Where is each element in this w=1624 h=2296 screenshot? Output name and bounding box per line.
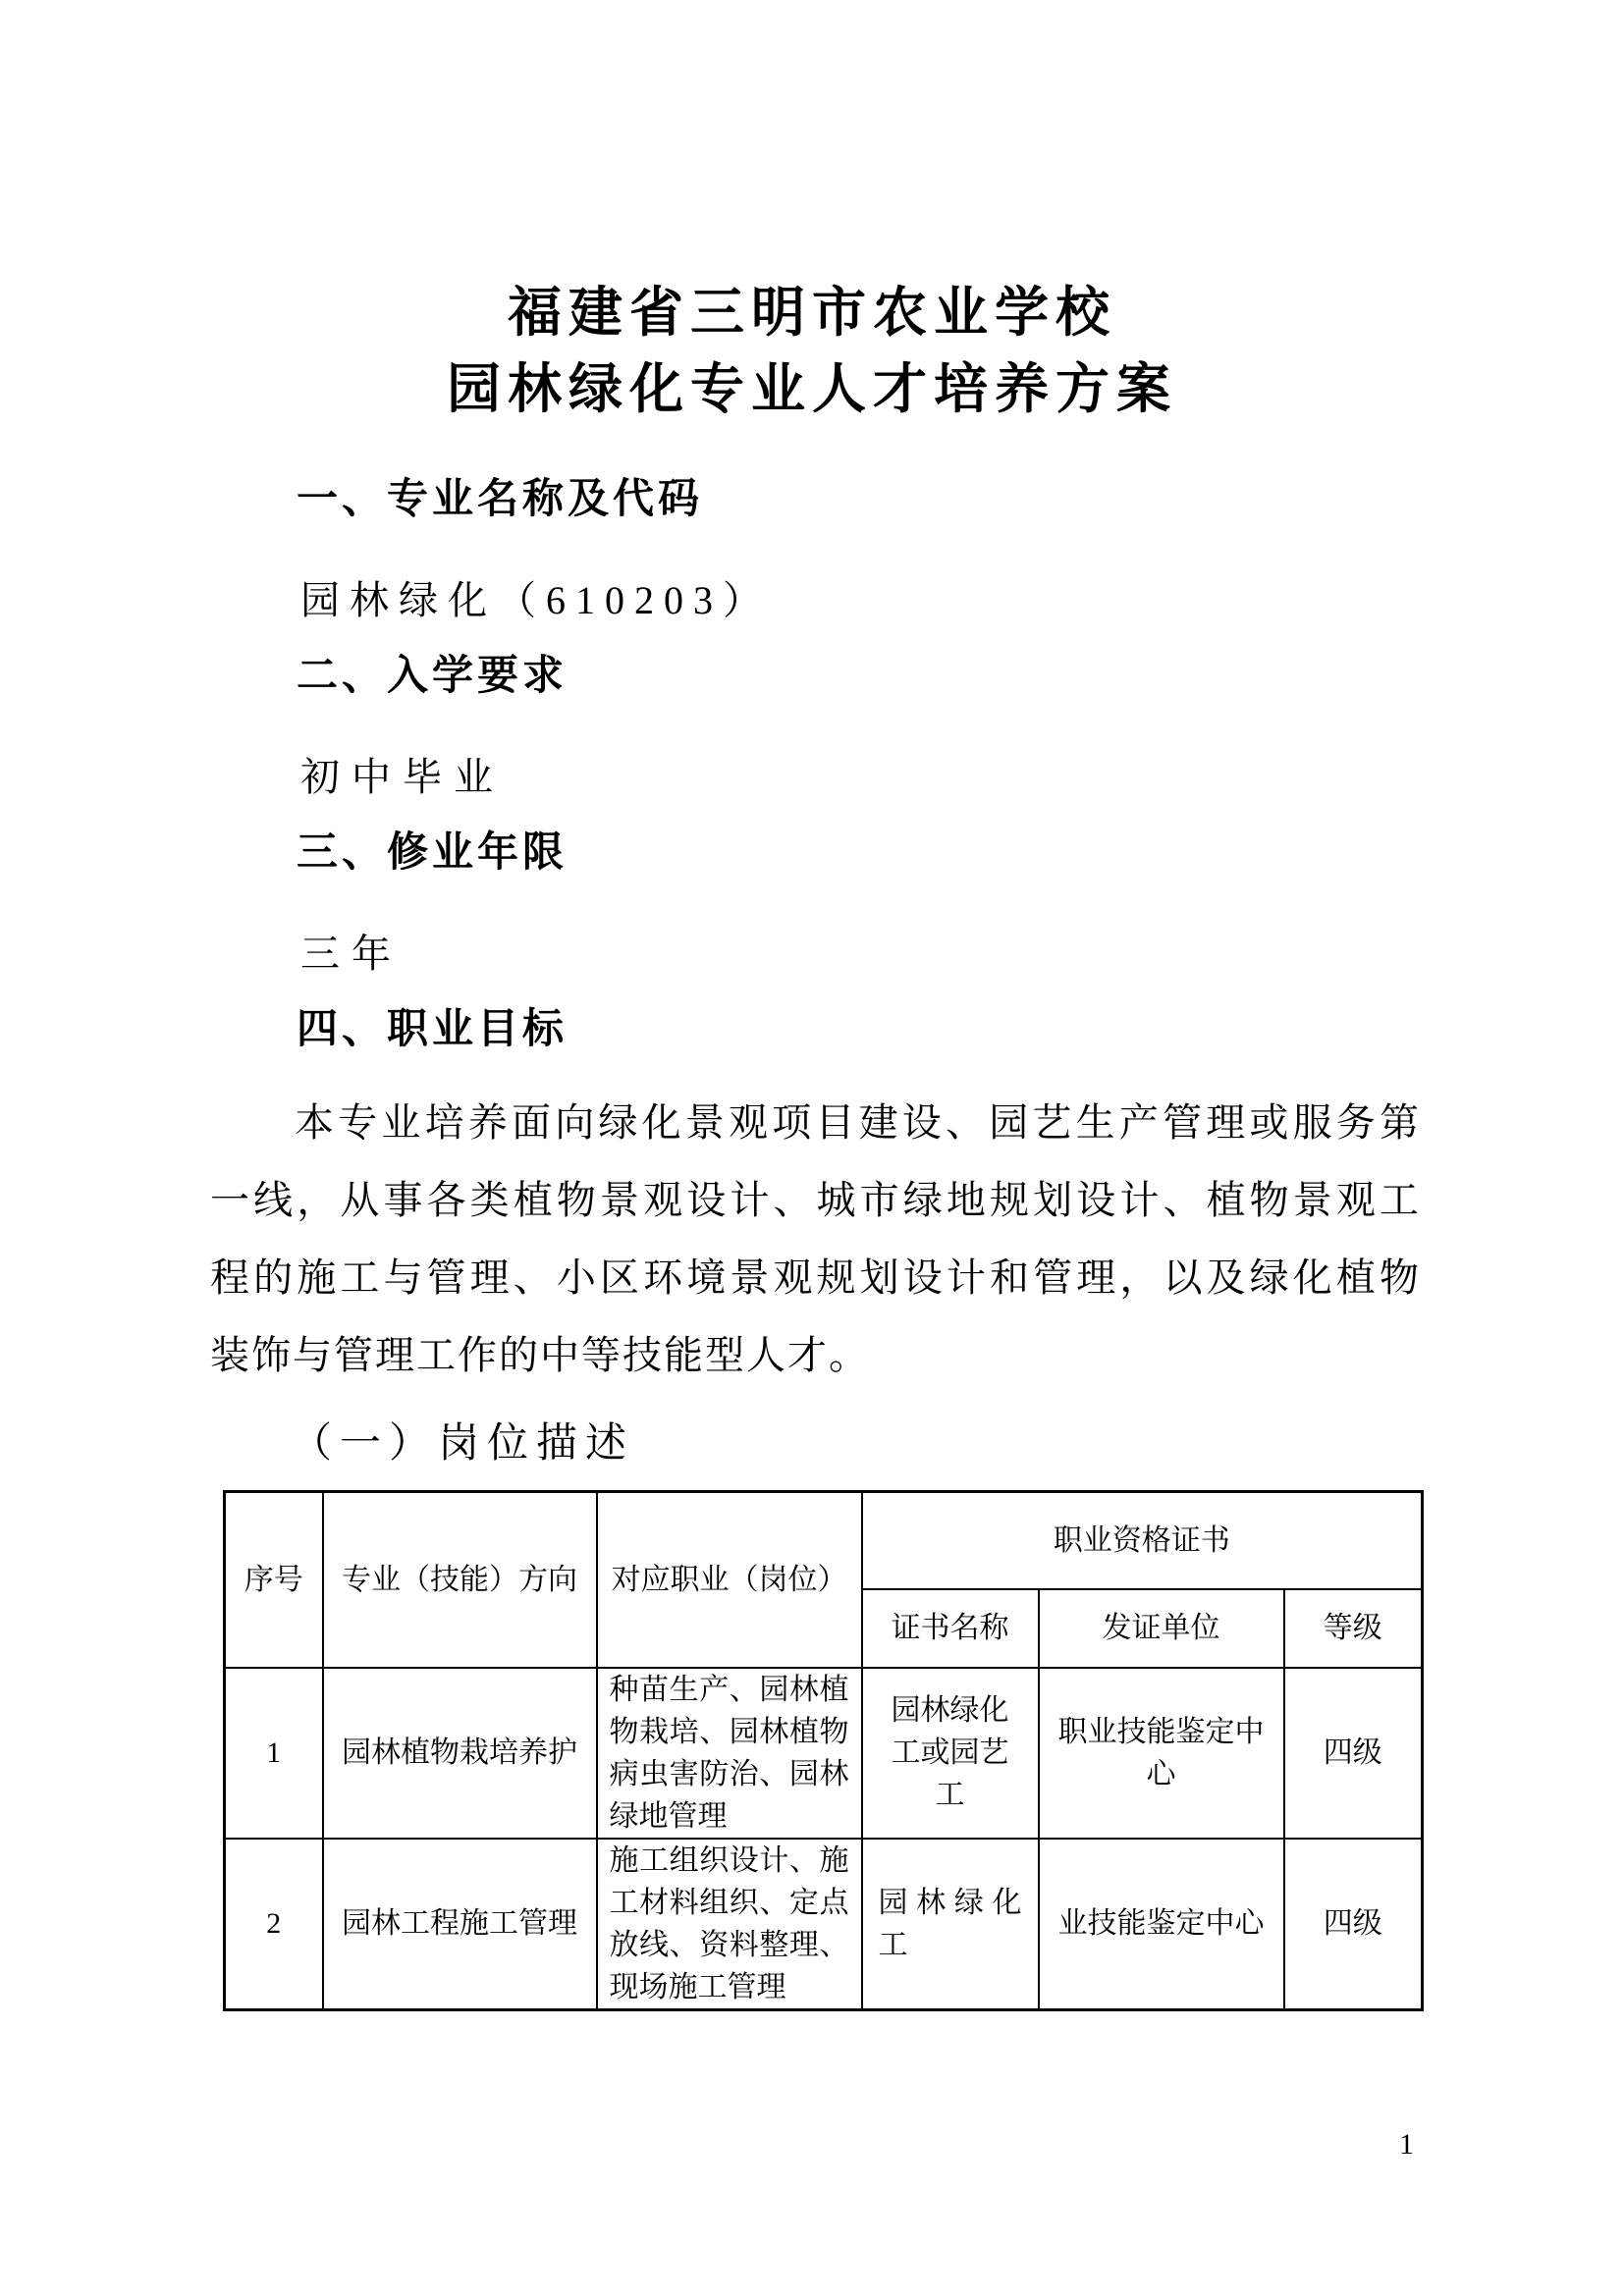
subheading-position-description: （一）岗位描述 [291, 1421, 635, 1467]
cell-cert-name: 园林绿化工或园艺工 [862, 1668, 1039, 1839]
table-row-1 [225, 1668, 1423, 1839]
section-body-entry-requirement: 初中毕业 [300, 755, 505, 799]
table-header-cert-name: 证书名称 [862, 1589, 1039, 1668]
section-heading-major-name-code: 一、专业名称及代码 [297, 475, 704, 521]
table-row-2 [225, 1839, 1423, 2010]
document-title-line-1: 福建省三明市农业学校 [507, 283, 1116, 343]
page-number: 1 [1399, 2128, 1414, 2161]
section-body-study-duration: 三年 [300, 932, 403, 976]
cell-seq: 1 [225, 1668, 323, 1839]
paragraph-line: 程的施工与管理、小区环境景观规划设计和管理，以及绿化植物 [210, 1255, 1421, 1300]
paragraph-line: 本专业培养面向绿化景观项目建设、园艺生产管理或服务第 [295, 1100, 1421, 1145]
table-header-row-1 [225, 1492, 1423, 1589]
cell-job: 施工组织设计、施工材料组织、定点放线、资料整理、现场施工管理 [597, 1839, 862, 2010]
table-header-job: 对应职业（岗位） [597, 1492, 862, 1668]
career-objective-paragraph [210, 1084, 1421, 1394]
cell-issuer: 业技能鉴定中心 [1039, 1839, 1284, 2010]
table-header-level: 等级 [1284, 1589, 1423, 1668]
table-header-issuer: 发证单位 [1039, 1589, 1284, 1668]
positions-table [223, 1490, 1424, 2011]
section-heading-entry-requirement: 二、入学要求 [297, 652, 568, 698]
cell-cert-name: 园 林 绿 化 工 [862, 1839, 1039, 2010]
cell-level: 四级 [1284, 1839, 1423, 2010]
section-heading-study-duration: 三、修业年限 [297, 828, 568, 875]
table-header-direction: 专业（技能）方向 [323, 1492, 597, 1668]
positions-table-wrapper [223, 1490, 1424, 2011]
cell-direction: 园林工程施工管理 [323, 1839, 597, 2010]
table-header-cert-group: 职业资格证书 [862, 1492, 1423, 1589]
document-title-line-2: 园林绿化专业人才培养方案 [446, 359, 1177, 419]
cell-direction: 园林植物栽培养护 [323, 1668, 597, 1839]
section-body-major-name-code: 园林绿化（610203） [300, 578, 772, 622]
cell-job: 种苗生产、园林植物栽培、园林植物病虫害防治、园林绿地管理 [597, 1668, 862, 1839]
table-header-seq: 序号 [225, 1492, 323, 1668]
section-heading-career-objective: 四、职业目标 [297, 1005, 568, 1051]
paragraph-line: 装饰与管理工作的中等技能型人才。 [210, 1333, 870, 1377]
cell-level: 四级 [1284, 1668, 1423, 1839]
paragraph-line: 一线，从事各类植物景观设计、城市绿地规划设计、植物景观工 [210, 1178, 1421, 1222]
cell-seq: 2 [225, 1839, 323, 2010]
cell-issuer: 职业技能鉴定中心 [1039, 1668, 1284, 1839]
